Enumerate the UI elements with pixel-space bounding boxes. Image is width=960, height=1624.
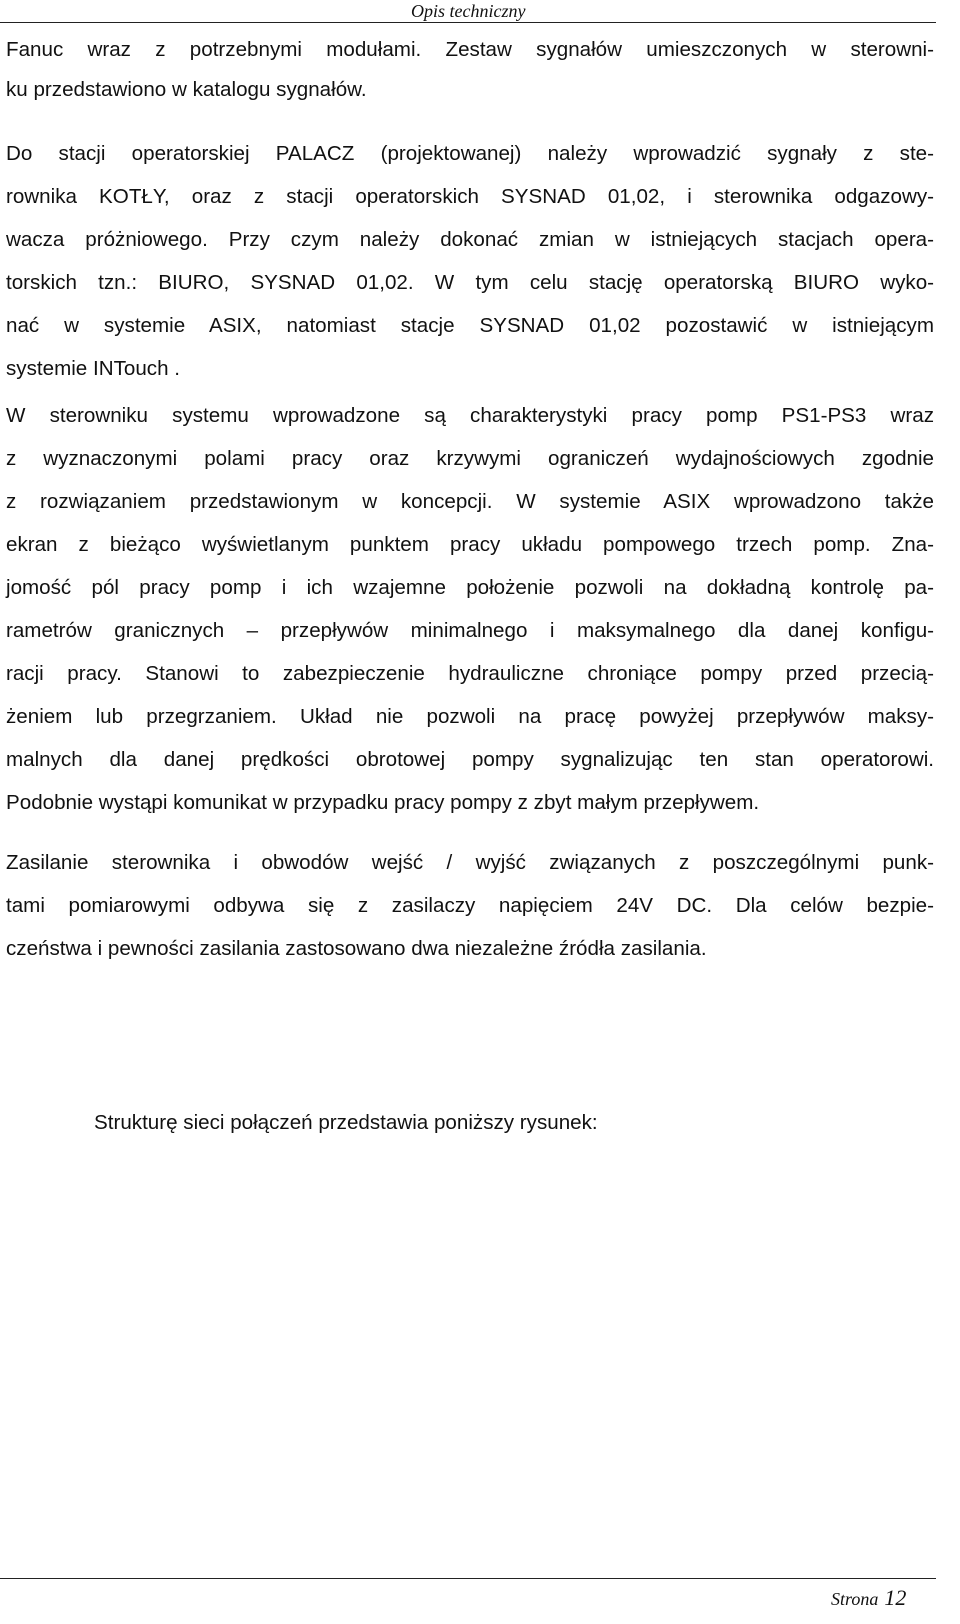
text-line: wacza próżniowego. Przy czym należy dokonać zmian w istniejących stacjach opera- <box>6 228 934 251</box>
text-line: z rozwiązaniem przedstawionym w koncepcji. W systemie ASIX wprowadzono także <box>6 490 934 513</box>
paragraph-3 <box>6 394 934 824</box>
page-number <box>831 1585 906 1611</box>
text-line: racji pracy. Stanowi to zabezpieczenie hydrauliczne chroniące pompy przed przecią- <box>6 662 934 685</box>
text-line: rametrów granicznych – przepływów minimalnego i maksymalnego dla danej konfigu- <box>6 619 934 642</box>
text-line: jomość pól pracy pomp i ich wzajemne położenie pozwoli na dokładną kontrolę pa- <box>6 576 934 599</box>
text-line: Podobnie wystąpi komunikat w przypadku pracy pompy z zbyt małym przepływem. <box>6 791 760 814</box>
text-line: czeństwa i pewności zasilania zastosowano dwa niezależne źródła zasilania. <box>6 937 707 960</box>
page-footer <box>0 1578 936 1610</box>
text-line: Do stacji operatorskiej PALACZ (projektowanej) należy wprowadzić sygnały z ste- <box>6 142 934 165</box>
text-line: z wyznaczonymi polami pracy oraz krzywymi ograniczeń wydajnościowych zgodnie <box>6 447 934 470</box>
text-line: systemie INTouch . <box>6 357 180 380</box>
text-line: W sterowniku systemu wprowadzone są charakterystyki pracy pomp PS1-PS3 wraz <box>6 404 934 427</box>
page-header <box>0 0 936 23</box>
text-line: Fanuc wraz z potrzebnymi modułami. Zestaw sygnałów umieszczonych w sterowni- <box>6 38 934 61</box>
text-line: nać w systemie ASIX, natomiast stacje SYSNAD 01,02 pozostawić w istniejącym <box>6 314 934 337</box>
text-line: tami pomiarowymi odbywa się z zasilaczy napięciem 24V DC. Dla celów bezpie- <box>6 894 934 917</box>
paragraph-4 <box>6 841 934 970</box>
paragraph-2 <box>6 132 934 390</box>
page-label: Strona <box>831 1589 879 1609</box>
text-line: żeniem lub przegrzaniem. Układ nie pozwoli na pracę powyżej przepływów maksy- <box>6 705 934 728</box>
header-title: Opis techniczny <box>411 1 526 21</box>
text-line: rownika KOTŁY, oraz z stacji operatorskich SYSNAD 01,02, i sterownika odgazowy- <box>6 185 934 208</box>
page-number-value: 12 <box>884 1585 907 1610</box>
text-line: Zasilanie sterownika i obwodów wejść / wyjść związanych z poszczególnymi punk- <box>6 851 934 874</box>
text-line: malnych dla danej prędkości obrotowej pompy sygnalizując ten stan operatorowi. <box>6 748 934 771</box>
paragraph-1 <box>6 30 934 109</box>
figure-caption: Strukturę sieci połączeń przedstawia poniższy rysunek: <box>94 1111 598 1134</box>
text-line: ku przedstawiono w katalogu sygnałów. <box>6 77 367 101</box>
text-line: ekran z bieżąco wyświetlanym punktem pracy układu pompowego trzech pomp. Zna- <box>6 533 934 556</box>
text-line: torskich tzn.: BIURO, SYSNAD 01,02. W tym celu stację operatorską BIURO wyko- <box>6 271 934 294</box>
